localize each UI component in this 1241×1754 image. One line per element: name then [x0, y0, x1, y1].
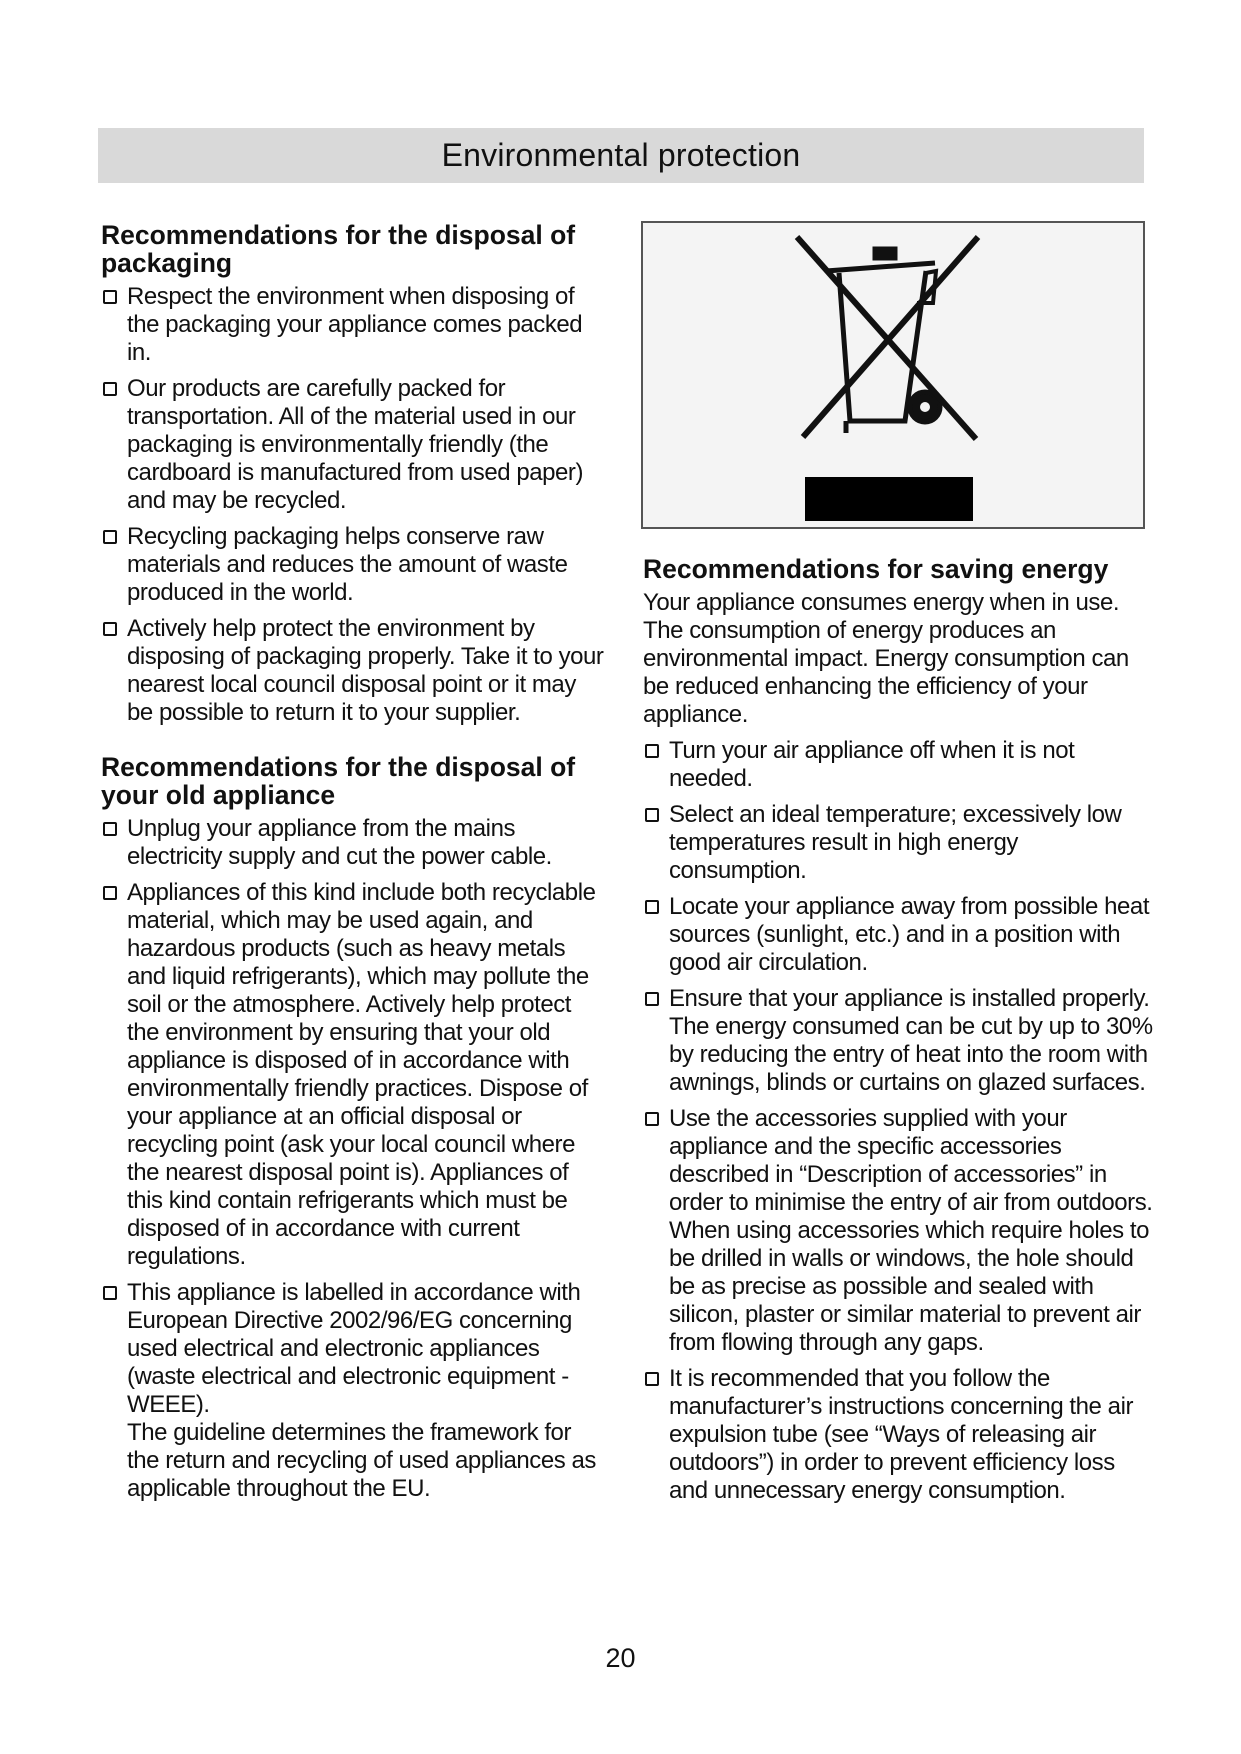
checkbox-square-icon [103, 886, 117, 900]
energy-heading: Recommendations for saving energy [643, 554, 1109, 584]
list-item: Locate your appliance away from possible heat sources (sunlight, etc.) and in a position with good air circulation. [643, 893, 1153, 977]
list-item: Respect the environment when disposing of the packaging your appliance comes packed in. [101, 283, 606, 367]
checkbox-square-icon [103, 822, 117, 836]
weee-note: The guideline determines the framework for the return and recycling of used appliances as applicable throughout the EU. [127, 1419, 596, 1502]
list-item: Use the accessories supplied with your appliance and the specific accessories described in “Description of accessories” in order to minimise the entry of air from outdoors. When using accessories which require holes to be drilled in walls or windows, the hole should be as precise as possible and sealed with silicon, plaster or similar material to prevent air from flowing through any gaps. [643, 1105, 1153, 1357]
checkbox-square-icon [645, 744, 659, 758]
checkbox-square-icon [645, 900, 659, 914]
energy-list [643, 737, 1153, 1505]
list-item: Appliances of this kind include both recyclable material, which may be used again, and hazardous products (such as heavy metals and liquid refrigerants), which may pollute the soil or the atmosphere. Actively help protect the environment by ensuring that your old appliance is disposed of in accordance with environmentally friendly practices. Dispose of your appliance at an official disposal or recycling point (ask your local council where the nearest disposal point is). Appliances of this kind contain refrigerants which must be disposed of in accordance with current regulations. [101, 879, 606, 1271]
page-header [98, 128, 1144, 183]
checkbox-square-icon [103, 382, 117, 396]
weee-black-bar [805, 477, 973, 521]
list-item: Actively help protect the environment by disposing of packaging properly. Take it to your nearest local council disposal point or it may be possible to return it to your supplier. [101, 615, 606, 727]
list-item: Unplug your appliance from the mains electricity supply and cut the power cable. [101, 815, 606, 871]
page-number: 20 [605, 1643, 636, 1673]
list-item: Our products are carefully packed for transportation. All of the material used in our packaging is environmentally friendly (the cardboard is manufactured from used paper) and may be recycled. [101, 375, 606, 515]
weee-symbol-figure [641, 221, 1145, 529]
list-item: Turn your air appliance off when it is not needed. [643, 737, 1153, 793]
packaging-list [101, 283, 606, 727]
left-column [101, 221, 606, 1511]
page-title: Environmental protection [441, 137, 801, 173]
packaging-heading: Recommendations for the disposal of packaging [101, 220, 576, 278]
list-item: Recycling packaging helps conserve raw materials and reduces the amount of waste produced in the world. [101, 523, 606, 607]
packaging-section [101, 221, 606, 727]
checkbox-square-icon [103, 622, 117, 636]
checkbox-square-icon [103, 290, 117, 304]
checkbox-square-icon [645, 1372, 659, 1386]
list-item: This appliance is labelled in accordance with European Directive 2002/96/EG concerning used electrical and electronic appliances (waste electrical and electronic equipment - WEEE). The guideline determines the framework for the return and recycling of used appliances as applicable throughout the EU. [101, 1279, 606, 1503]
list-item: Ensure that your appliance is installed properly. The energy consumed can be cut by up to 30% by reducing the entry of heat into the room with awnings, blinds or curtains on glazed surfaces. [643, 985, 1153, 1097]
energy-intro: Your appliance consumes energy when in use. The consumption of energy produces an environmental impact. Energy consumption can be reduced enhancing the efficiency of your appliance. [643, 589, 1129, 728]
checkbox-square-icon [645, 808, 659, 822]
checkbox-square-icon [103, 530, 117, 544]
list-item: It is recommended that you follow the manufacturer’s instructions concerning the air expulsion tube (see “Ways of releasing air outdoors”) in order to prevent efficiency loss and unnecessary energy consumption. [643, 1365, 1153, 1505]
right-column [643, 221, 1153, 1513]
old-appliance-section [101, 753, 606, 1503]
checkbox-square-icon [645, 992, 659, 1006]
energy-section [643, 555, 1153, 1505]
old-appliance-list [101, 815, 606, 1503]
checkbox-square-icon [645, 1112, 659, 1126]
checkbox-square-icon [103, 1286, 117, 1300]
list-item: Select an ideal temperature; excessively low temperatures result in high energy consumption. [643, 801, 1153, 885]
old-appliance-heading: Recommendations for the disposal of your old appliance [101, 752, 576, 810]
